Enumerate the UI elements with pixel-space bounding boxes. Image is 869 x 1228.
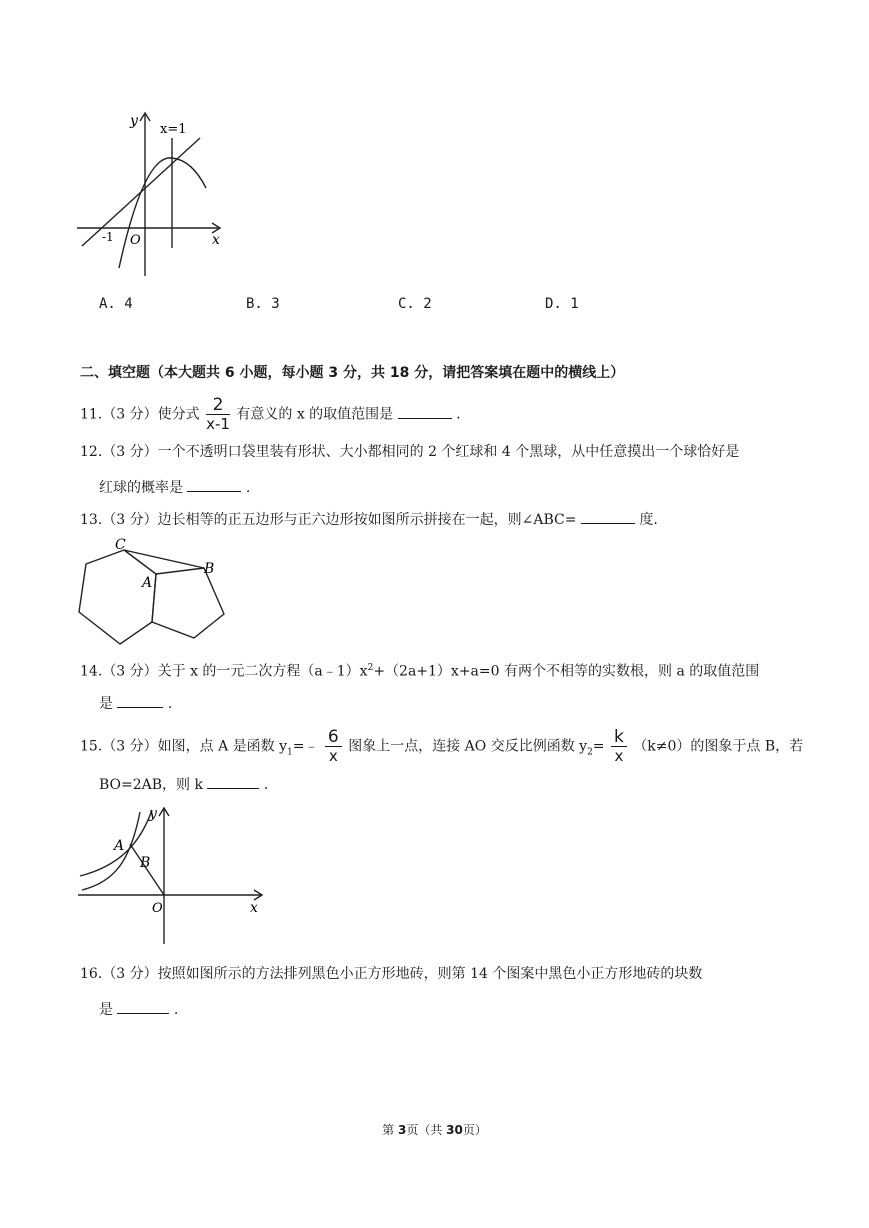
answer-blank <box>398 404 452 419</box>
q12-end: . <box>245 480 251 496</box>
q14-part1: 14.（3 分）关于 x 的一元二次方程（a﹣1）x <box>80 663 368 680</box>
q11-prefix: 11.（3 分）使分式 <box>80 406 200 423</box>
q15-part3: （k≠0）的图象于点 B，若 <box>633 738 804 755</box>
label-a: A <box>142 575 153 591</box>
q15-frac1-numerator: 6 <box>325 728 342 747</box>
question-12-line1: 12.（3 分）一个不透明口袋里装有形状、大小都相同的 2 个红球和 4 个黑球，从中任意摸出一个球恰好是 <box>80 444 740 460</box>
origin-label: O <box>130 233 141 248</box>
option-a: A. 4 <box>99 296 133 312</box>
q15-frac1-denominator: x <box>328 747 338 765</box>
q15-frac2-denominator: x <box>614 747 624 765</box>
option-b: B. 3 <box>246 296 280 312</box>
q11-end: . <box>456 406 461 423</box>
q15-sub2: 2 <box>587 747 593 758</box>
footer-mid: 页（共 <box>406 1123 447 1137</box>
question-15-line1 <box>80 728 803 765</box>
answer-blank <box>581 509 635 524</box>
q12-line2-text: 红球的概率是 <box>99 480 183 496</box>
origin-label: O <box>152 901 163 916</box>
q15-part1b: =﹣ <box>292 738 319 755</box>
question-14-line2 <box>99 693 172 714</box>
option-d: D. 1 <box>545 296 579 312</box>
answer-blank <box>187 477 241 492</box>
q11-fraction <box>206 396 230 433</box>
figure-graph-1 <box>72 108 232 283</box>
q15-fraction-2 <box>611 728 627 765</box>
q15-part1: 15.（3 分）如图，点 A 是函数 y <box>80 738 287 755</box>
q14-part2: +（2a+1）x+a=0 有两个不相等的实数根，则 a 的取值范围 <box>373 663 760 680</box>
total-pages: 30 <box>446 1123 463 1137</box>
footer-pre: 第 <box>382 1123 398 1137</box>
y-axis-label: y <box>149 806 157 822</box>
q11-denominator: x-1 <box>206 415 230 433</box>
option-c: C. 2 <box>398 296 432 312</box>
q15-frac2-numerator: k <box>611 728 627 747</box>
question-15-line2 <box>99 774 268 795</box>
question-13 <box>80 509 658 530</box>
q16-line2-text: 是 <box>99 1002 113 1018</box>
label-a: A <box>114 838 125 854</box>
q15-sub1: 1 <box>287 747 293 758</box>
q14-exponent: 2 <box>367 663 374 673</box>
answer-blank <box>207 774 259 789</box>
x-axis-label: x <box>250 900 258 916</box>
q13-text: 13.（3 分）边长相等的正五边形与正六边形按如图所示拼接在一起，则∠ABC= <box>80 512 577 528</box>
label-c: C <box>115 537 126 553</box>
figure-graph-15 <box>74 804 270 948</box>
label-b: B <box>204 561 215 577</box>
question-14-line1 <box>80 658 759 682</box>
y-axis-label: y <box>130 113 138 129</box>
q16-end: . <box>173 1002 179 1018</box>
figure-polygons <box>74 536 234 648</box>
x-axis-label: x <box>212 232 220 248</box>
page-number: 3 <box>397 1123 407 1137</box>
q15-end: . <box>263 777 269 793</box>
label-b: B <box>140 855 151 871</box>
question-16-line2 <box>99 999 178 1020</box>
question-11 <box>80 396 461 433</box>
tick-label: -1 <box>102 230 114 244</box>
answer-blank <box>117 999 169 1014</box>
question-16-line1: 16.（3 分）按照如图所示的方法排列黑色小正方形地砖，则第 14 个图案中黑色小正方形地砖的块数 <box>80 966 703 982</box>
answer-blank <box>117 693 163 708</box>
vertical-line-label: x=1 <box>160 122 187 137</box>
q11-numerator: 2 <box>206 396 230 415</box>
q14-end: . <box>167 696 173 712</box>
q15-part2: 图象上一点，连接 AO 交反比例函数 y <box>348 738 588 755</box>
q14-line2-text: 是 <box>99 696 113 712</box>
q15-line2-text: BO=2AB，则 k <box>99 777 203 793</box>
q15-fraction-1 <box>325 728 342 765</box>
page-footer <box>0 1121 869 1138</box>
section-header: 二、填空题（本大题共 6 小题，每小题 3 分，共 18 分，请把答案填在题中的横线上） <box>80 365 625 381</box>
footer-post: 页） <box>462 1123 487 1137</box>
q15-part2b: = <box>592 738 605 755</box>
q13-end: 度. <box>639 512 658 528</box>
q11-suffix: 有意义的 x 的取值范围是 <box>236 406 394 423</box>
question-12-line2 <box>99 477 250 498</box>
